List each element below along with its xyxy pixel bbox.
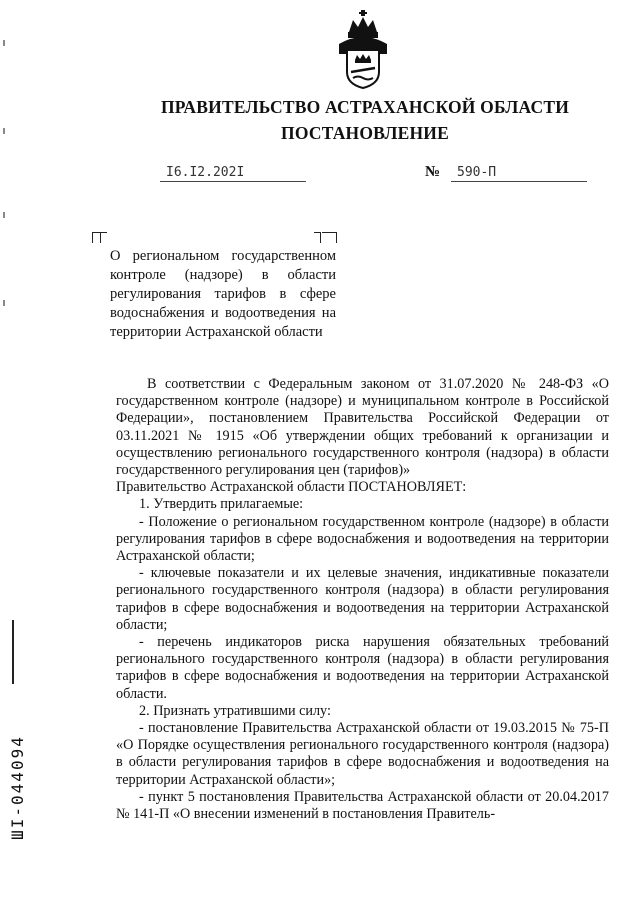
document-type: ПОСТАНОВЛЕНИЕ [281, 123, 449, 143]
document-subject: О региональном государственном контроле (надзоре) в области регулирования тарифов в сфере водоснабжения и водоотведения на территории Астраханской области [110, 248, 336, 340]
document-date: I6.I2.202I [160, 165, 306, 182]
corner-mark-right-inner [314, 232, 321, 243]
coat-of-arms-icon [333, 10, 393, 90]
document-body [116, 376, 609, 823]
item-1-a: - Положение о региональном государственном контроле (надзоре) в области регулирования тарифов в сфере водоснабжения и водоотведения на территории Астраханской области; [116, 513, 609, 565]
corner-mark-left-inner [100, 232, 107, 243]
document-number: 590-П [451, 165, 587, 182]
item-2-b: - пункт 5 постановления Правительства Астраханской области от 20.04.2017 № 141-П «О внесении изменений в постановления Правитель- [116, 788, 609, 823]
margin-tick [3, 128, 5, 134]
decree-paragraph: Правительство Астраханской области ПОСТАНОВЛЯЕТ: [116, 479, 467, 496]
number-label: № [425, 164, 441, 180]
item-1-c: - перечень индикаторов риска нарушения обязательных требований регионального государственного контроля (надзора) в области регулирования тарифов в сфере водоснабжения и водоотведения на территории Астраханской области. [116, 634, 609, 702]
margin-tick [3, 40, 5, 46]
preamble-paragraph: В соответствии с Федеральным законом от 31.07.2020 № 248-ФЗ «О государственном контроле (надзоре) и муниципальном контроле в Российской Федерации», постановлением Правительства Российской Федерации от 03.11.2021 № 1915 «Об утверждении общих требований к организации и осуществлению регионального государственного контроля (надзора) в области государственного регулирования цен (тарифов)» [116, 376, 609, 479]
item-2: 2. Признать утратившими силу: [139, 702, 331, 719]
item-2-a: - постановление Правительства Астраханской области от 19.03.2015 № 75-П «О Порядке осуществления регионального государственного контроля (надзора) в области регулирования тарифов в сфере водоснабжения и водоотведения на территории Астраханской области»; [116, 720, 609, 788]
margin-tick [3, 300, 5, 306]
margin-line [12, 620, 14, 684]
item-1: 1. Утвердить прилагаемые: [139, 496, 304, 513]
item-1-b: - ключевые показатели и их целевые значения, индикативные показатели регионального государственного контроля (надзора) в области регулирования тарифов в сфере водоснабжения и водоотведения на территории Астраханской области; [116, 565, 609, 633]
corner-mark-right [322, 232, 337, 243]
organization-title: ПРАВИТЕЛЬСТВО АСТРАХАНСКОЙ ОБЛАСТИ [160, 97, 570, 117]
serial-number: ШI-044094 [7, 735, 27, 840]
margin-tick [3, 212, 5, 218]
serial-stamp [4, 700, 30, 875]
